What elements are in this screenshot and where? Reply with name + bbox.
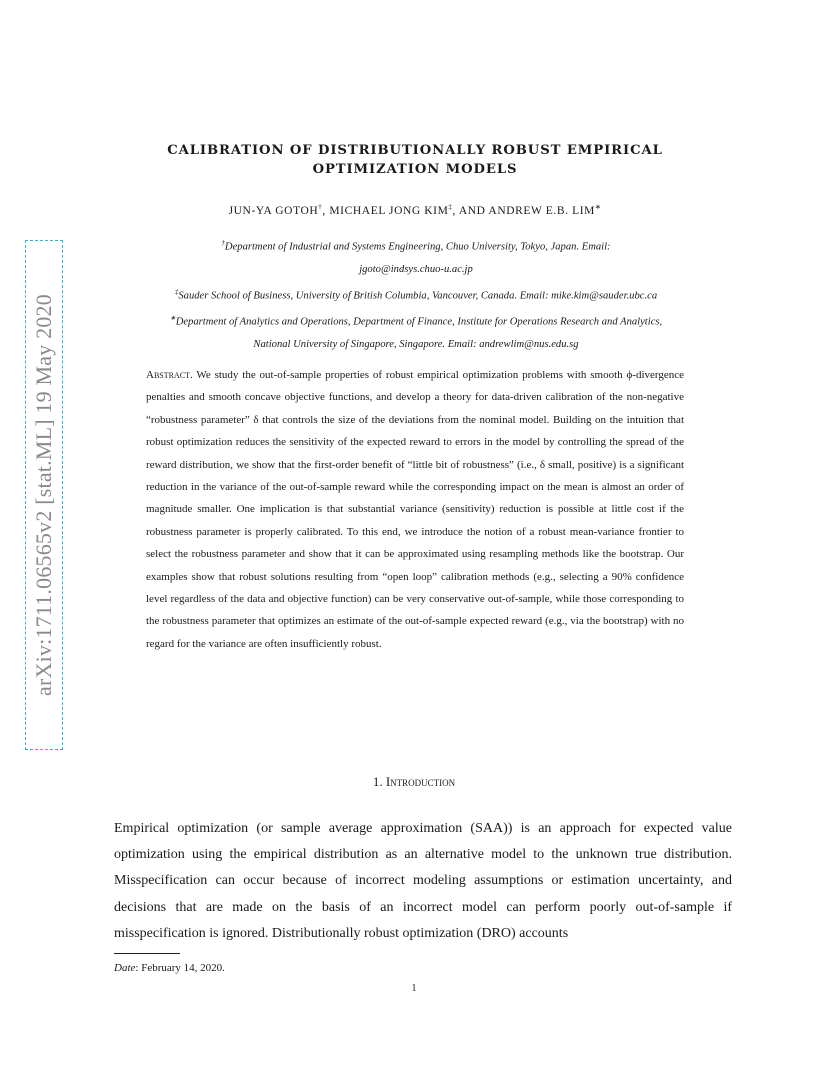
section-heading bbox=[0, 774, 828, 790]
author-3-mark: ∗ bbox=[594, 203, 602, 211]
affiliation-2-mark: ‡ bbox=[174, 287, 179, 296]
affiliation-1-email: jgoto@indsys.chuo-u.ac.jp bbox=[359, 263, 473, 275]
section-title: Introduction bbox=[385, 774, 456, 789]
title-line-1: CALIBRATION OF DISTRIBUTIONALLY ROBUST EMPIRICAL bbox=[167, 143, 663, 158]
abstract-text: We study the out-of-sample properties of robust empirical optimization problems with smooth ϕ-divergence penalties and smooth concave objective functions, and develop a theory for data-driven calibration of the non-negative “robustness parameter” δ that controls the size of the deviations from the nominal model. Building on the intuition that robust optimization reduces the sensitivity of the expected reward to errors in the model by controlling the spread of the reward distribution, we show that the first-order benefit of “little bit of robustness” (i.e., δ small, positive) is a significant reduction in the variance of the out-of-sample reward while the corresponding impact on the mean is almost an order of magnitude smaller. One implication is that substantial variance (sensitivity) reduction is possible at little cost if the robustness parameter is properly calibrated. To this end, we introduce the notion of a robust mean-variance frontier to select the robustness parameter and show that it can be approximated using resampling methods like the bootstrap. Our examples show that robust solutions resulting from “open loop” calibration methods (e.g., selecting a 90% confidence level regardless of the data and objective function) can be very conservative out-of-sample, while those corresponding to the robustness parameter that optimizes an estimate of the out-of-sample expected reward (e.g., via the bootstrap) with no regard for the variance are often insufficiently robust. bbox=[146, 369, 684, 650]
author-3: AND ANDREW E.B. LIM bbox=[458, 204, 595, 217]
title-line-2: OPTIMIZATION MODELS bbox=[312, 162, 518, 177]
affiliation-1-mark: † bbox=[221, 239, 225, 247]
paper-title bbox=[150, 141, 680, 179]
author-list: JUN-YA GOTOH†, MICHAEL JONG KIM‡, AND ANDREW E.B. LIM∗ bbox=[228, 203, 602, 217]
abstract bbox=[146, 364, 684, 655]
affiliation-1-line-1: Department of Industrial and Systems Engineering, Chuo University, Tokyo, Japan. Email: bbox=[224, 241, 611, 253]
intro-paragraph: Empirical optimization (or sample average approximation (SAA)) is an approach for expected value optimization using the empirical distribution as an alternative model to the unknown true distribution. Misspecification can occur because of incorrect modeling assumptions or estimation uncertainty, and decisions that are made on the basis of an incorrect model can perform poorly out-of-sample if misspecification is ignored. Distributionally robust optimization (DRO) accounts bbox=[114, 821, 732, 941]
affiliation-3-line-1: Department of Analytics and Operations, Department of Finance, Institute for Operations Research and Analytics, bbox=[175, 316, 663, 328]
author-1-mark: † bbox=[318, 203, 323, 211]
section-number: 1. bbox=[372, 774, 383, 789]
author-2: MICHAEL JONG KIM bbox=[329, 204, 449, 217]
arxiv-sidebar-stamp bbox=[25, 240, 63, 750]
affiliation-3-mark: ∗ bbox=[169, 314, 176, 323]
abstract-label: Abstract. bbox=[146, 369, 193, 381]
affiliation-2-line-1: Sauder School of Business, University of British Columbia, Vancouver, Canada. Email: mike.kim@sauder.ubc.ca bbox=[178, 290, 658, 302]
date-label: Date bbox=[114, 962, 136, 974]
affiliation-3 bbox=[96, 307, 736, 334]
footnote-date bbox=[114, 962, 225, 974]
footnote-rule bbox=[114, 953, 180, 954]
author-1: JUN-YA GOTOH bbox=[228, 204, 319, 217]
arxiv-identifier: arXiv:1711.06565v2 [stat.ML] 19 May 2020 bbox=[31, 294, 56, 696]
date-value: : February 14, 2020. bbox=[135, 962, 225, 974]
page-number: 1 bbox=[411, 983, 417, 994]
affiliations bbox=[96, 232, 736, 356]
affiliation-3-line-2: National University of Singapore, Singapore. Email: andrewlim@nus.edu.sg bbox=[253, 338, 579, 350]
affiliation-2 bbox=[96, 281, 736, 308]
affiliation-1 bbox=[96, 232, 736, 259]
author-2-mark: ‡ bbox=[448, 203, 453, 211]
